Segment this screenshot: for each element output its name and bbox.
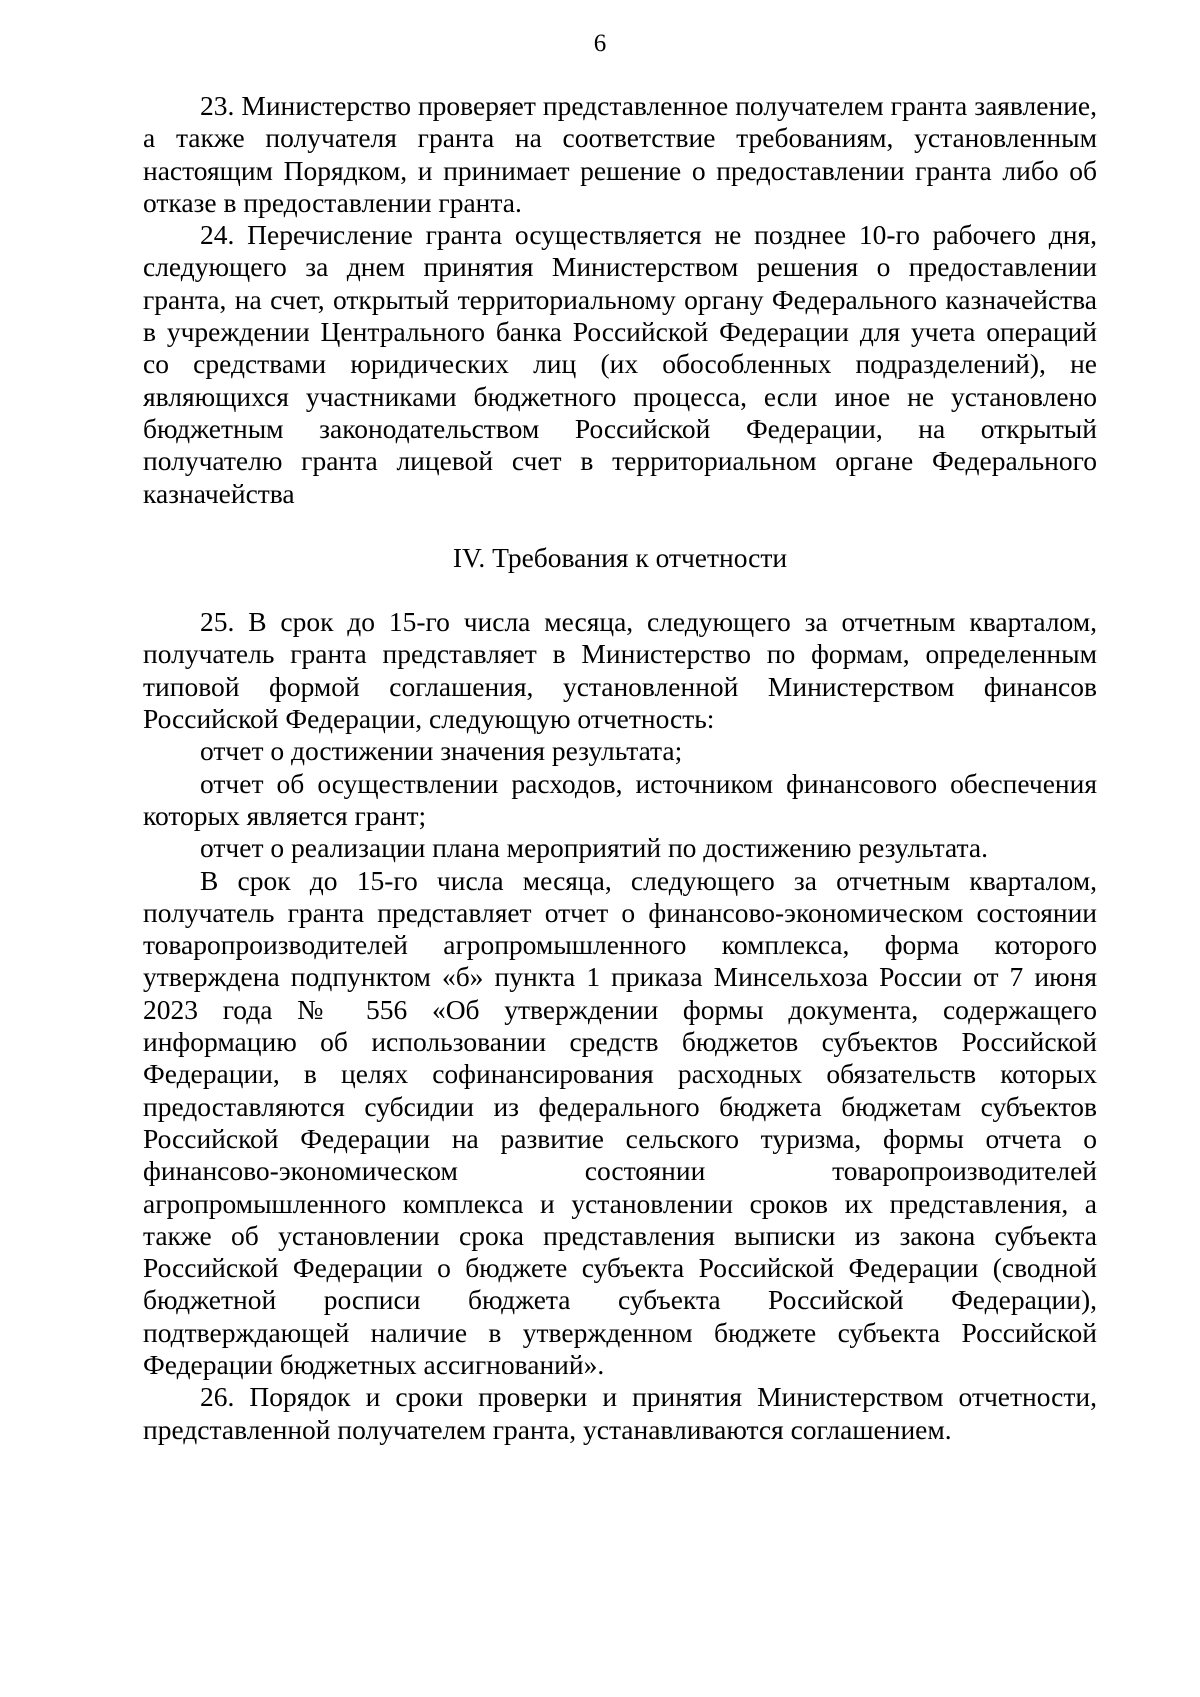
section-heading: IV. Требования к отчетности (452, 541, 788, 573)
report-item-expenses: отчет об осуществлении расходов, источником финансового обеспечения которых является грант; (143, 767, 1097, 831)
page-number: 6 (593, 30, 607, 57)
paragraph-25: 25. В срок до 15-го числа месяца, следующего за отчетным кварталом, получатель гранта представляет в Министерство по формам, определенным типовой формой соглашения, установленной Министерством финансов Российской Федерации, следующую отчетность: (143, 606, 1097, 735)
paragraph-24: 24. Перечисление гранта осуществляется не позднее 10-го рабочего дня, следующего за днем принятия Министерством решения о предоставлении гранта, на счет, открытый территориальному органу Федерального казначейства в учреждении Центрального банка Российской Федерации для учета операций со средствами юридических лиц (их обособленных подразделений), не являющихся участниками бюджетного процесса, если иное не установлено бюджетным законодательством Российской Федерации, на открытый получателю гранта лицевой счет в территориальном органе Федерального казначейства (143, 219, 1097, 509)
report-item-result: отчет о достижении значения результата; (200, 735, 683, 767)
document-body (143, 90, 1097, 1446)
paragraph-26: 26. Порядок и сроки проверки и принятия Министерством отчетности, представленной получателем гранта, устанавливаются соглашением. (143, 1381, 1097, 1445)
paragraph-23: 23. Министерство проверяет представленное получателем гранта заявление, а также получателя гранта на соответствие требованиям, установленным настоящим Порядком, и принимает решение о предоставлении гранта либо об отказе в предоставлении гранта. (143, 90, 1097, 218)
paragraph-financial-report: В срок до 15-го числа месяца, следующего за отчетным кварталом, получатель гранта представляет отчет о финансово-экономическом состоянии товаропроизводителей агропромышленного комплекса, форма которого утверждена подпунктом «б» пункта 1 приказа Минсельхоза России от 7 июня 2023 года № 556 «Об утверждении формы документа, содержащего информацию об использовании средств бюджетов субъектов Российской Федерации, в целях софинансирования расходных обязательств которых предоставляются субсидии из федерального бюджета бюджетам субъектов Российской Федерации на развитие сельского туризма, формы отчета о финансово-экономическом состоянии товаропроизводителей агропромышленного комплекса и установлении сроков их представления, а также об установлении срока представления выписки из закона субъекта Российской Федерации о бюджете субъекта Российской Федерации (сводной бюджетной росписи бюджета субъекта Российской Федерации), подтверждающей наличие в утвержденном бюджете субъекта Российской Федерации бюджетных ассигнований». (143, 864, 1097, 1380)
report-item-plan: отчет о реализации плана мероприятий по достижению результата. (200, 832, 988, 864)
